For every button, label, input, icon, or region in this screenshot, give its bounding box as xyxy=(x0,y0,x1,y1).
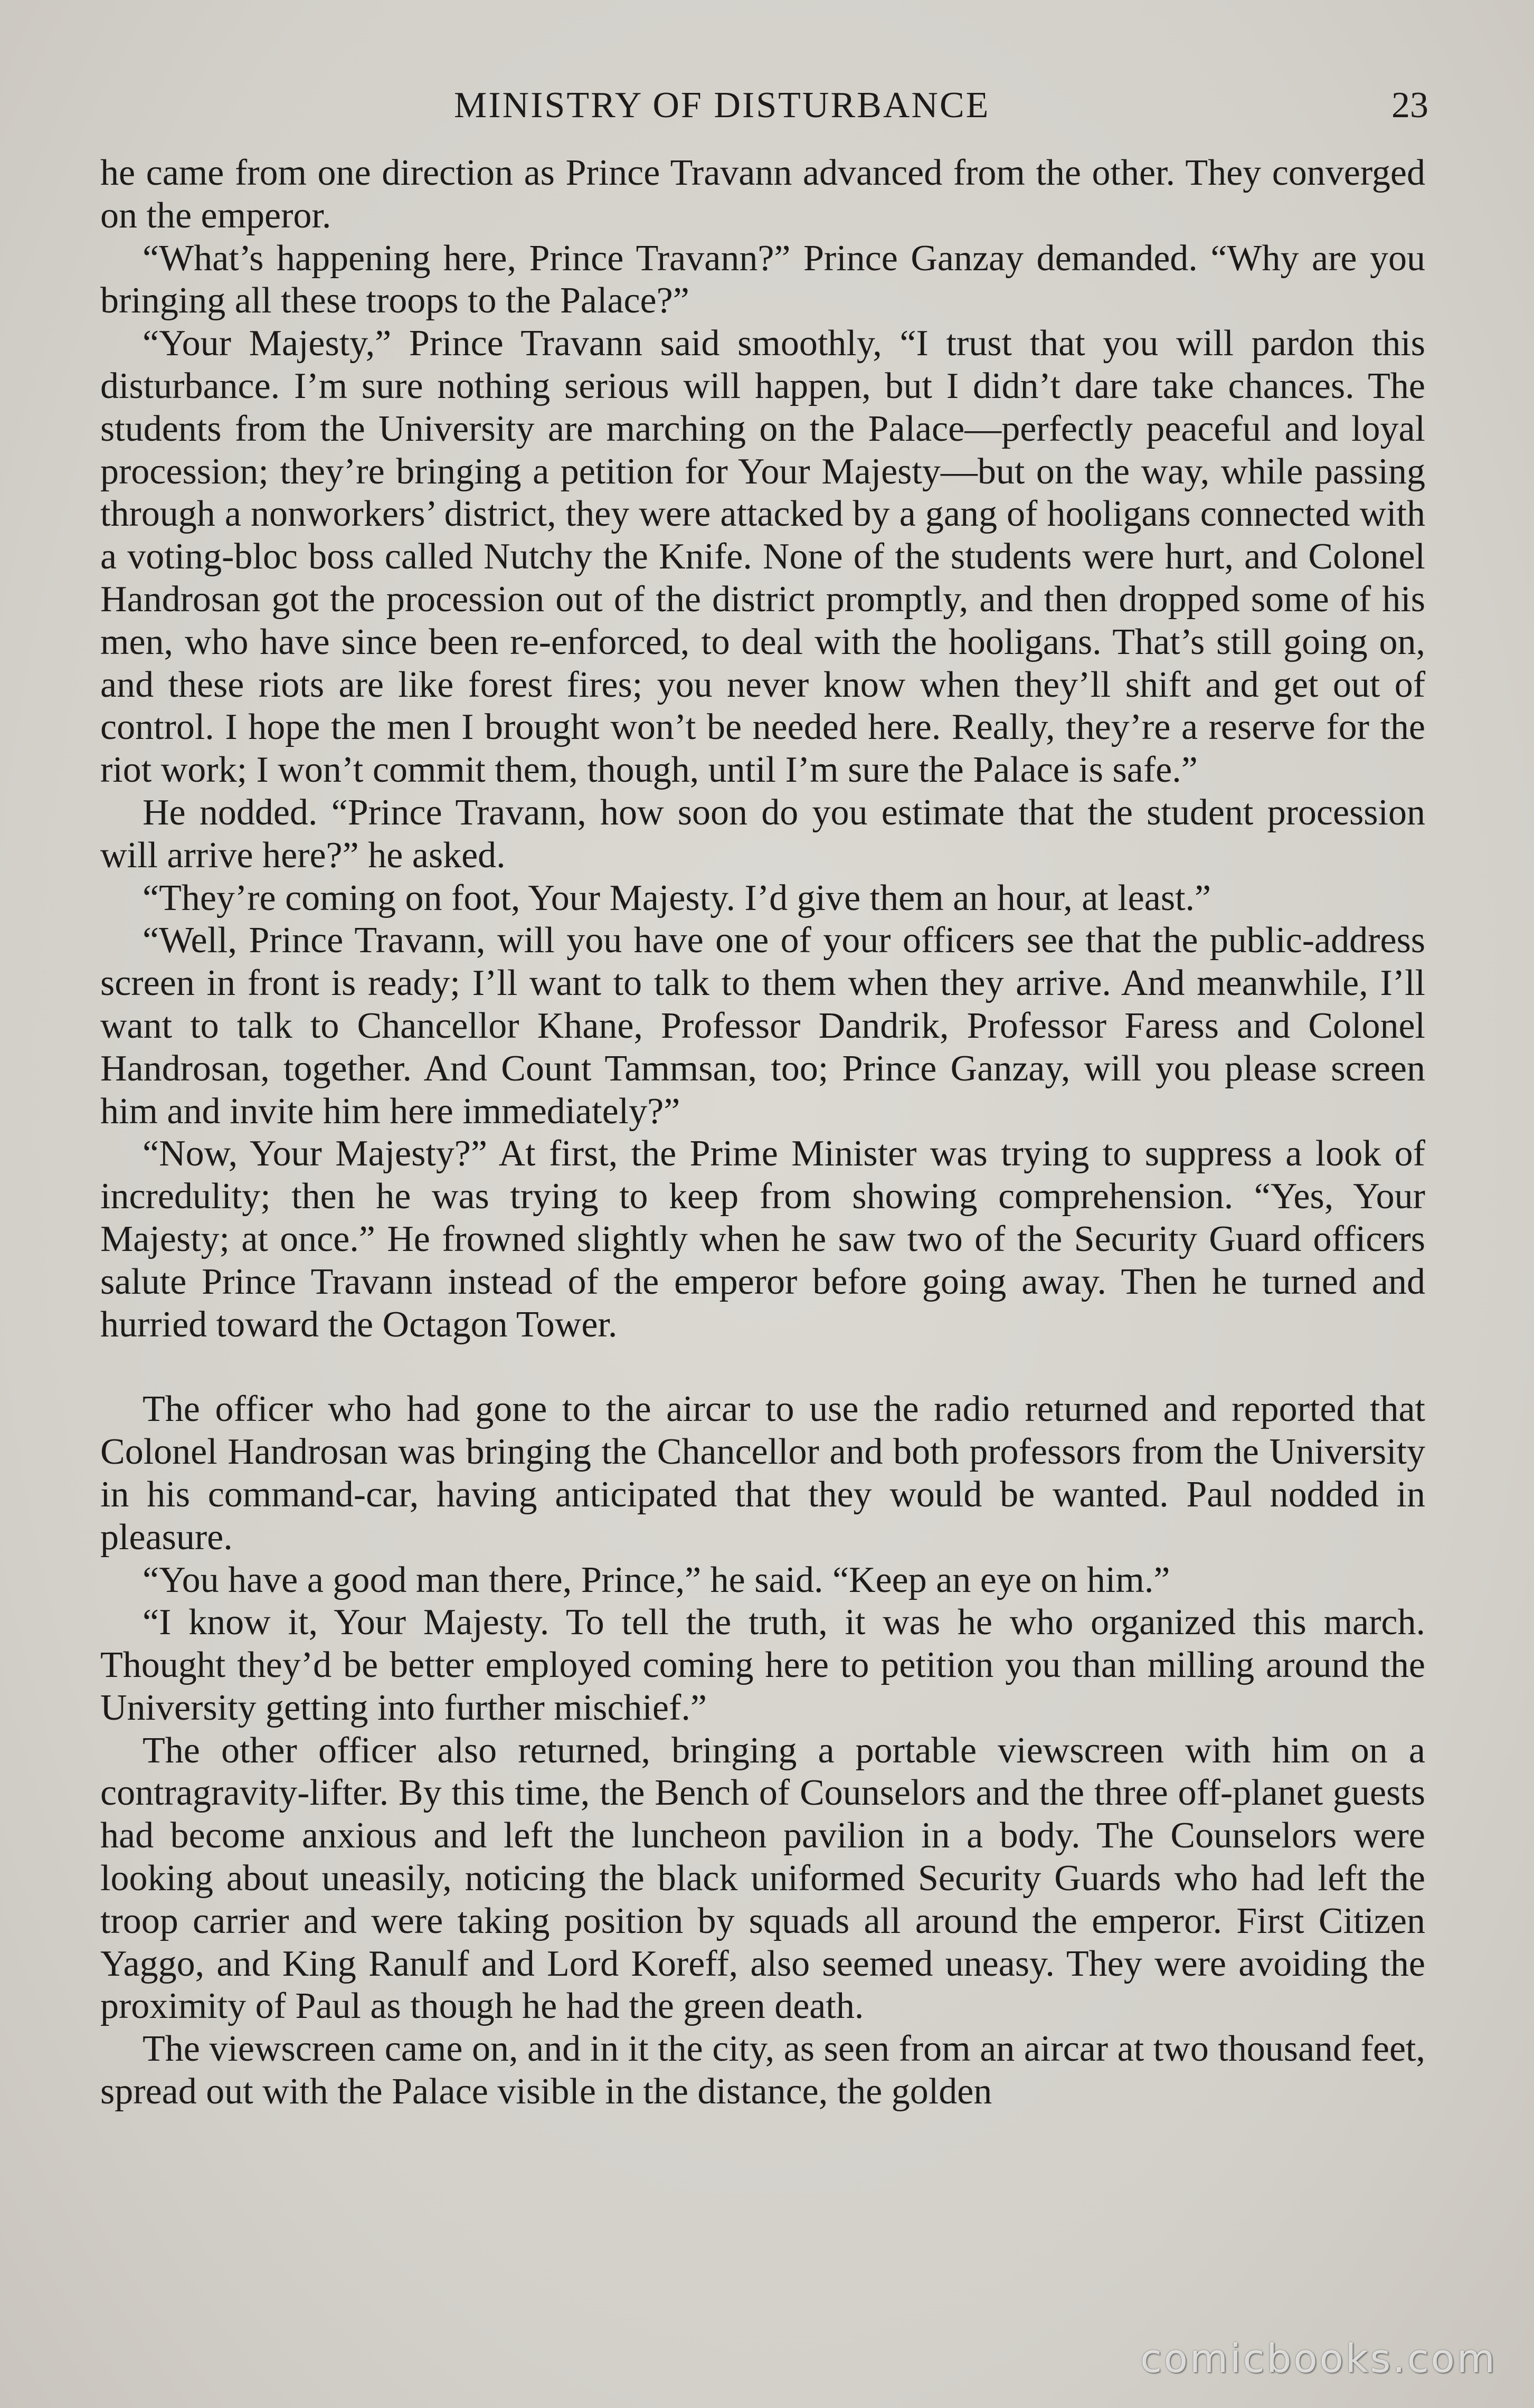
running-title: MINISTRY OF DISTURBANCE xyxy=(454,85,990,126)
paragraph-1: he came from one direction as Prince Travann advanced from the other. They converged on the emperor. xyxy=(100,153,1425,236)
paragraph-9: “You have a good man there, Prince,” he said. “Keep an eye on him.” xyxy=(143,1559,1170,1600)
paragraph-10: “I know it, Your Majesty. To tell the truth, it was he who organized this march. Thought they’d be better employed coming here to petition you than milling around the University getting into further mischief.” xyxy=(100,1602,1425,1728)
running-head xyxy=(0,79,1534,132)
body-text xyxy=(100,152,1425,2113)
paragraph-6: “Well, Prince Travann, will you have one of your officers see that the public-address screen in front is ready; I’ll want to talk to them when they arrive. And meanwhile, I’ll want to talk to Chancellor Khane, Professor Dandrik, Professor Faress and Colonel Handrosan, together. And Count Tammsan, too; Prince Ganzay, will you please screen him and invite him here immediately?” xyxy=(100,920,1425,1132)
page-number: 23 xyxy=(1391,85,1428,126)
paragraph-2: “What’s happening here, Prince Travann?” Prince Ganzay demanded. “Why are you bringing all these troops to the Palace?” xyxy=(100,238,1425,321)
paragraph-3: “Your Majesty,” Prince Travann said smoothly, “I trust that you will pardon this disturbance. I’m sure nothing serious will happen, but I didn’t dare take chances. The students from the University are marching on the Palace—perfectly peaceful and loyal procession; they’re bringing a petition for Your Majesty—but on the way, while passing through a nonworkers’ district, they were attacked by a gang of hooligans connected with a voting-bloc boss called Nutchy the Knife. None of the students were hurt, and Colonel Handrosan got the procession out of the district promptly, and then dropped some of his men, who have since been re-enforced, to deal with the hooligans. That’s still going on, and these riots are like forest fires; you never know when they’ll shift and get out of control. I hope the men I brought won’t be needed here. Really, they’re a reserve for the riot work; I won’t commit them, though, until I’m sure the Palace is safe.” xyxy=(100,323,1425,791)
paragraph-8: The officer who had gone to the aircar to use the radio returned and reported that Colonel Handrosan was bringing the Chancellor and both professors from the University in his command-car, having anticipated that they would be wanted. Paul nodded in pleasure. xyxy=(100,1389,1425,1558)
paragraph-11: The other officer also returned, bringing a portable viewscreen with him on a contragravity-lifter. By this time, the Bench of Counselors and the three off-planet guests had become anxious and left the luncheon pavilion in a body. The Counselors were looking about uneasily, noticing the black uniformed Security Guards who had left the troop carrier and were taking position by squads all around the emperor. First Citizen Yaggo, and King Ranulf and Lord Koreff, also seemed uneasy. They were avoiding the proximity of Paul as though he had the green death. xyxy=(100,1730,1425,2027)
paragraph-12: The viewscreen came on, and in it the city, as seen from an aircar at two thousand feet, spread out with the Palace visible in the distance, the golden xyxy=(100,2028,1425,2112)
watermark: comicbooks.com xyxy=(1140,2336,1497,2382)
paragraph-7: “Now, Your Majesty?” At first, the Prime Minister was trying to suppress a look of incredulity; then he was trying to keep from showing comprehension. “Yes, Your Majesty; at once.” He frowned slightly when he saw two of the Security Guard officers salute Prince Travann instead of the emperor before going away. Then he turned and hurried toward the Octagon Tower. xyxy=(100,1133,1425,1345)
paragraph-5: “They’re coming on foot, Your Majesty. I’d give them an hour, at least.” xyxy=(143,877,1211,918)
paragraph-4: He nodded. “Prince Travann, how soon do you estimate that the student procession will arrive here?” he asked. xyxy=(100,792,1425,876)
